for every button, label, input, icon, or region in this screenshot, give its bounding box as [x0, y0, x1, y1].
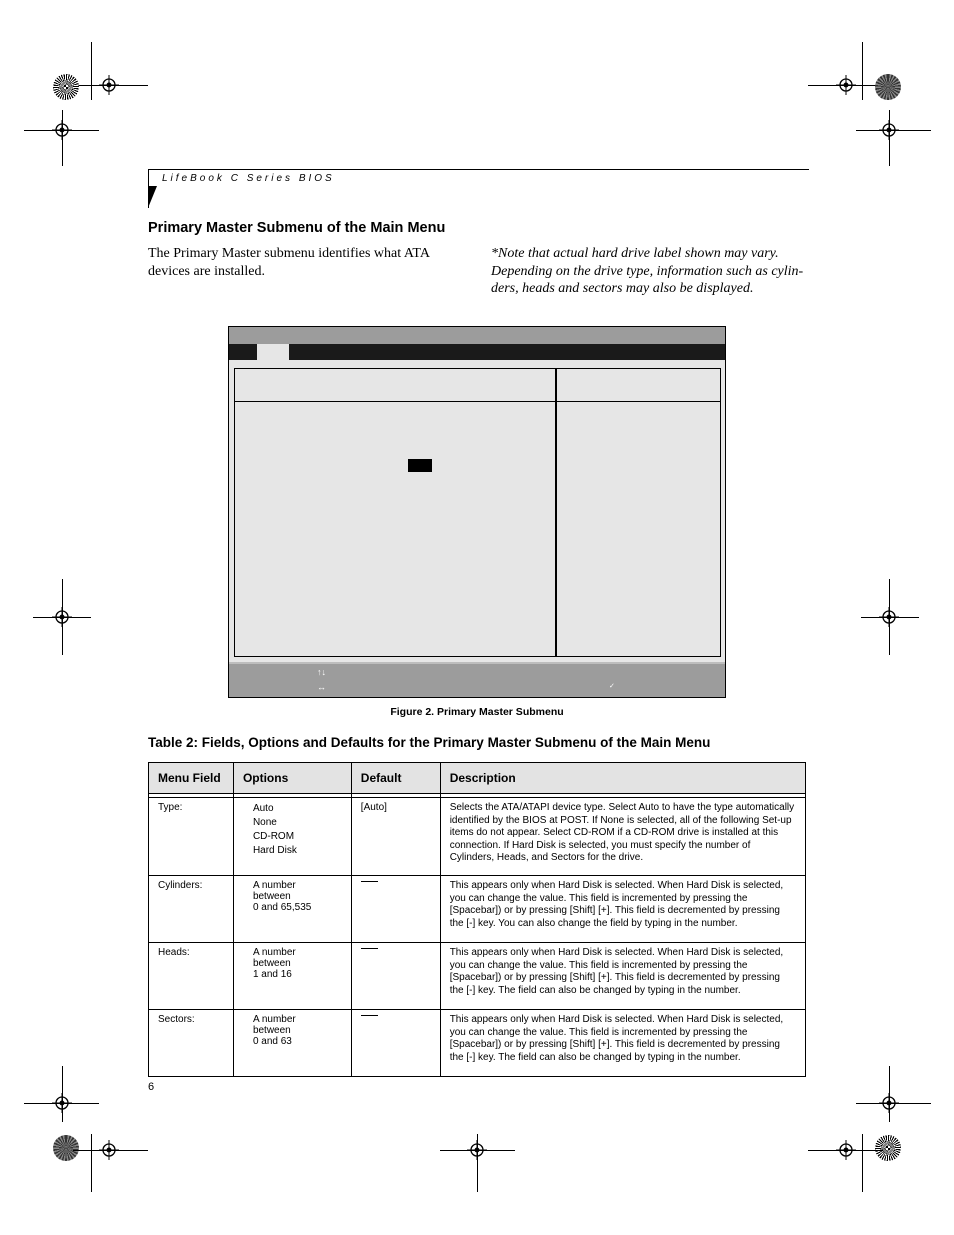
menu-field-cell: Type: — [158, 802, 183, 813]
dash-mark — [361, 1015, 378, 1016]
note-paragraph: *Note that actual hard drive label shown may vary. Depending on the drive type, information such as cylin-ders, heads and sectors may also be displayed. — [491, 246, 804, 296]
bios-menu-bar — [229, 344, 725, 360]
left-right-arrows-icon: ↔ — [317, 682, 326, 692]
crosshair-icon — [52, 607, 72, 627]
table-row — [149, 798, 806, 876]
crosshair-icon — [836, 1140, 856, 1160]
option-item: Hard Disk — [252, 845, 297, 856]
dash-mark — [361, 948, 378, 949]
option-item: Auto — [252, 803, 274, 814]
table-header-cell: Options — [233, 763, 351, 794]
option-item: A number — [252, 880, 296, 891]
options-cell — [234, 876, 351, 919]
option-item: 1 and 16 — [252, 969, 292, 980]
crosshair-icon — [879, 1093, 899, 1113]
default-cell — [352, 1010, 440, 1033]
bios-tab-main — [257, 344, 289, 360]
running-header: LifeBook C Series BIOS — [162, 173, 335, 184]
header-rule — [148, 169, 809, 170]
bios-help-header — [556, 368, 721, 402]
table-row — [149, 876, 806, 943]
options-cell — [234, 798, 351, 864]
section-title: Primary Master Submenu of the Main Menu — [148, 220, 446, 236]
options-cell — [234, 943, 351, 986]
description-cell: This appears only when Hard Disk is selected. When Hard Disk is selected, you can change the value. This field is incremented by pressing the [Spacebar]) or by pressing [Shift] [+]. This field is decremented by pressing the [-] key. You can also change the field by typing in the number. — [449, 880, 784, 929]
crosshair-icon — [467, 1140, 487, 1160]
table-row — [149, 1010, 806, 1077]
menu-field-cell: Sectors: — [158, 1014, 195, 1025]
option-item: between — [252, 1025, 291, 1036]
crosshair-icon — [836, 75, 856, 95]
bios-panel — [229, 360, 725, 662]
description-cell: This appears only when Hard Disk is selected. When Hard Disk is selected, you can change the value. This field is incremented by pressing the [Spacebar]) or by pressing [Shift] [+]. This field is decremented by pressing the [-] key. The field can also be changed by typing in the number. — [449, 947, 784, 996]
bios-help-area — [556, 401, 721, 657]
table-header-row — [149, 763, 806, 794]
option-item: between — [252, 891, 291, 902]
option-item: None — [252, 817, 277, 828]
bios-title-bar — [229, 327, 725, 344]
table-header-cell: Default — [351, 763, 440, 794]
option-item: A number — [252, 1014, 296, 1025]
dash-mark — [361, 881, 378, 882]
bios-footer — [229, 664, 725, 697]
default-cell — [352, 943, 440, 966]
bios-screen-figure — [228, 326, 726, 698]
option-item: 0 and 63 — [252, 1036, 292, 1047]
crosshair-icon — [52, 120, 72, 140]
options-cell — [234, 1010, 351, 1053]
description-cell: This appears only when Hard Disk is selected. When Hard Disk is selected, you can change the value. This field is incremented by pressing the [Spacebar]) or by pressing [Shift] [+]. This field is decremented by pressing the [-] key. The field can also be changed by typing in the number. — [449, 1014, 784, 1063]
rosette-icon — [53, 1135, 79, 1161]
table-row — [149, 943, 806, 1010]
table-header-cell: Menu Field — [149, 763, 234, 794]
rosette-icon — [875, 1135, 901, 1161]
header-wedge — [148, 186, 157, 208]
up-down-arrows-icon: ↑↓ — [317, 667, 326, 677]
bios-settings-header — [234, 368, 556, 402]
menu-field-cell: Cylinders: — [158, 880, 203, 891]
crosshair-icon — [879, 120, 899, 140]
rosette-icon — [875, 74, 901, 100]
crosshair-icon — [99, 1140, 119, 1160]
bios-selected-value — [408, 459, 432, 472]
rosette-icon — [53, 74, 79, 100]
page-number: 6 — [148, 1081, 155, 1093]
checkmark-icon: ✓ — [609, 683, 615, 690]
fields-table — [148, 762, 806, 1077]
option-item: CD-ROM — [252, 831, 295, 842]
crosshair-icon — [52, 1093, 72, 1113]
table-header-cell: Description — [440, 763, 805, 794]
option-item: between — [252, 958, 291, 969]
figure-caption: Figure 2. Primary Master Submenu — [390, 706, 564, 718]
intro-paragraph: The Primary Master submenu identifies what ATA devices are installed. — [148, 246, 430, 279]
table-title: Table 2: Fields, Options and Defaults for the Primary Master Submenu of the Main Menu — [148, 735, 711, 750]
crosshair-icon — [99, 75, 119, 95]
option-item: 0 and 65,535 — [252, 902, 312, 913]
option-item: A number — [252, 947, 296, 958]
bios-settings-area — [234, 401, 556, 657]
description-cell: Selects the ATA/ATAPI device type. Select Auto to have the type automatically identified by the BIOS at POST. If None is selected, all of the following Set-up items do not appear. Select CD-ROM if a CD-ROM drive is installed at this connection. If Hard Disk is selected, you must specify the number of Cylinders, Heads, and Sectors for the drive. — [449, 802, 795, 864]
default-cell: [Auto] — [360, 802, 387, 813]
crosshair-icon — [879, 607, 899, 627]
menu-field-cell: Heads: — [158, 947, 190, 958]
default-cell — [352, 876, 440, 899]
